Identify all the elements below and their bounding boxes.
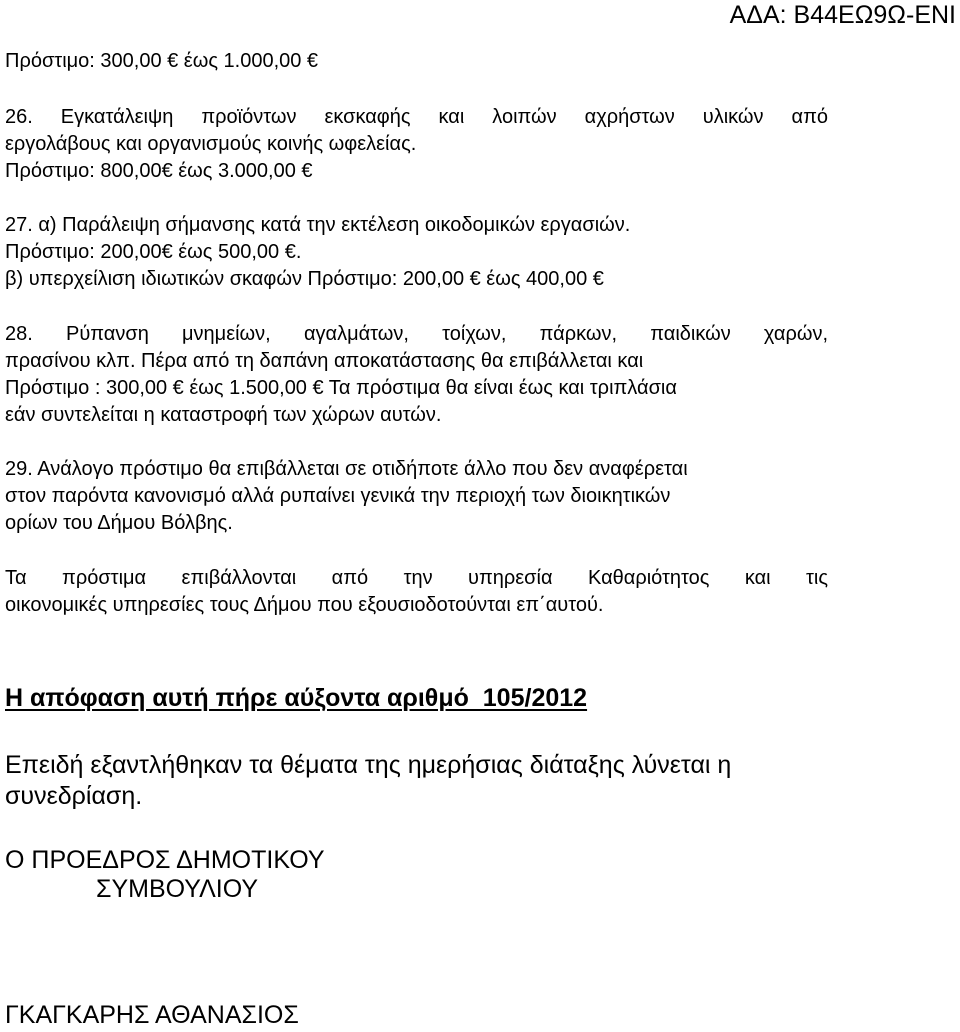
signature-title-line-1: Ο ΠΡΟΕΔΡΟΣ ΔΗΜΟΤΙΚΟΥ [5, 846, 325, 874]
item-27-line-3: β) υπερχείλιση ιδιωτικών σκαφών Πρόστιμο: 200,00 € έως 400,00 € [5, 268, 604, 290]
item-28-line-2: πρασίνου κλπ. Πέρα από τη δαπάνη αποκατάστασης θα επιβάλλεται και [5, 350, 644, 372]
item-27-fine: Πρόστιμο: 200,00€ έως 500,00 €. [5, 241, 302, 263]
item-26-line-2: εργολάβους και οργανισμούς κοινής ωφελείας. [5, 133, 417, 155]
item-28-line-3: Πρόστιμο : 300,00 € έως 1.500,00 € Τα πρόστιμα θα είναι έως και τριπλάσια [5, 377, 677, 399]
closing-line-2: συνεδρίαση. [5, 782, 143, 810]
item-28-line-1: 28. Ρύπανση μνημείων, αγαλμάτων, τοίχων, πάρκων, παιδικών χαρών, [5, 323, 828, 345]
closing-line-1: Επειδή εξαντλήθηκαν τα θέματα της ημερήσιας διάταξης λύνεται η [5, 751, 732, 779]
item-29-line-1: 29. Ανάλογο πρόστιμο θα επιβάλλεται σε οτιδήποτε άλλο που δεν αναφέρεται [5, 458, 688, 480]
item-26-fine: Πρόστιμο: 800,00€ έως 3.000,00 € [5, 160, 313, 182]
item-26-line-1: 26. Εγκατάλειψη προϊόντων εκσκαφής και λοιπών αχρήστων υλικών από [5, 106, 828, 128]
fine-line: Πρόστιμο: 300,00 € έως 1.000,00 € [5, 50, 319, 72]
signatory-name: ΓΚΑΓΚΑΡΗΣ ΑΘΑΝΑΣΙΟΣ [5, 1001, 299, 1029]
decision-number: Η απόφαση αυτή πήρε αύξοντα αριθμό 105/2012 [5, 684, 588, 712]
fines-authority-line-2: οικονομικές υπηρεσίες τους Δήμου που εξουσιοδοτούνται επ΄αυτού. [5, 594, 604, 616]
signature-title-line-2: ΣΥΜΒΟΥΛΙΟΥ [96, 875, 259, 903]
fines-authority-line-1: Τα πρόστιμα επιβάλλονται από την υπηρεσία Καθαριότητος και τις [5, 567, 828, 589]
item-29-line-2: στον παρόντα κανονισμό αλλά ρυπαίνει γενικά την περιοχή των διοικητικών [5, 485, 671, 507]
item-29-line-3: ορίων του Δήμου Βόλβης. [5, 512, 233, 534]
item-27-line-1: 27. α) Παράλειψη σήμανσης κατά την εκτέλεση οικοδομικών εργασιών. [5, 214, 631, 236]
ada-identifier: ΑΔΑ: Β44ΕΩ9Ω-ΕΝΙ [729, 1, 956, 29]
item-28-line-4: εάν συντελείται η καταστροφή των χώρων αυτών. [5, 404, 442, 426]
